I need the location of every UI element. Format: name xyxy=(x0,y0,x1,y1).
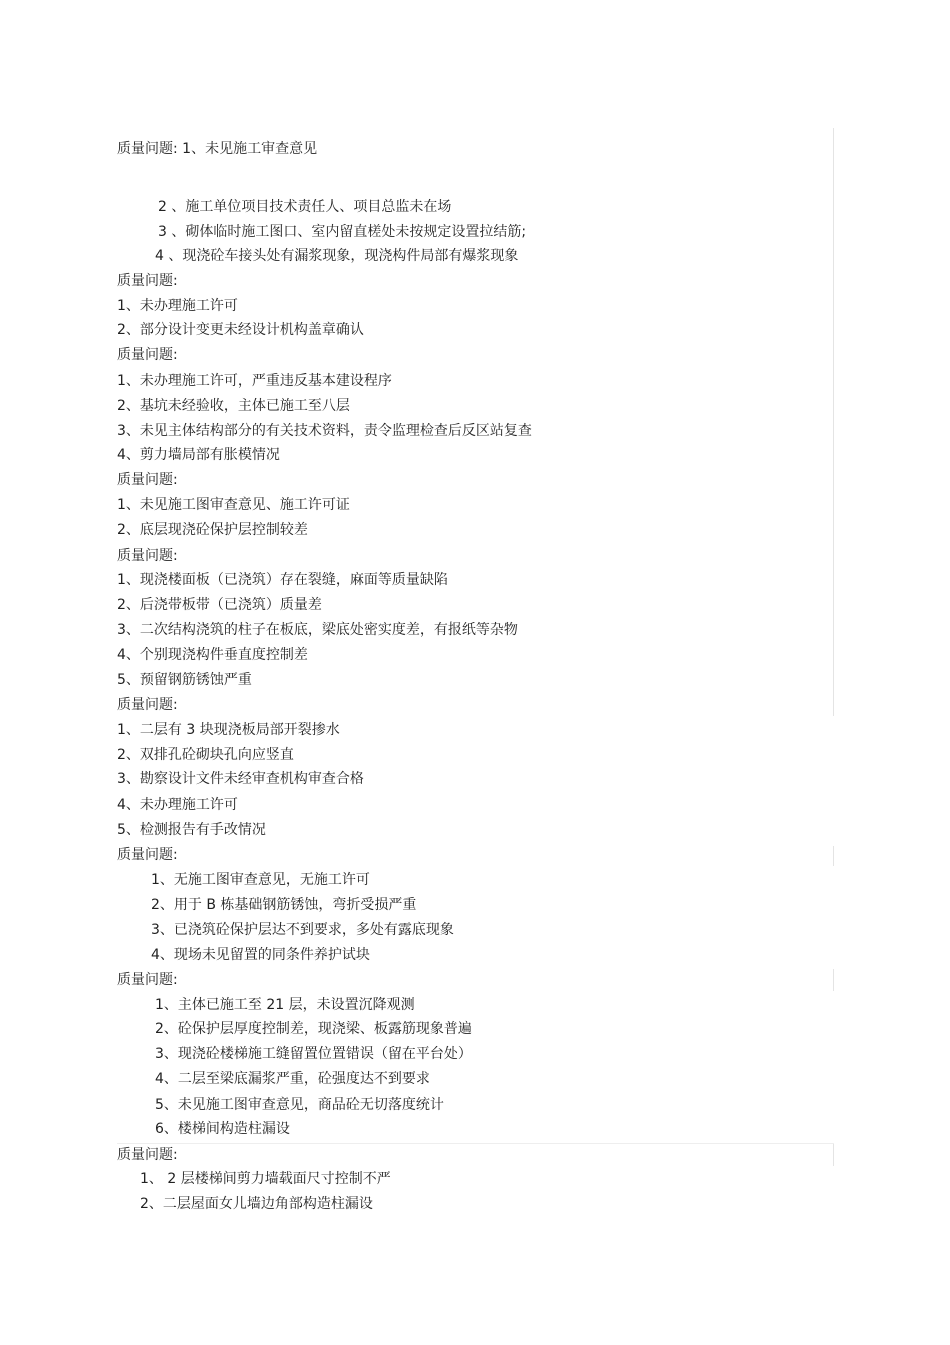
list-item: 2、双排孔砼砌块孔向应竖直 xyxy=(117,747,294,763)
section-heading: 质量问题: xyxy=(117,548,178,564)
section-heading: 质量问题: xyxy=(117,273,178,289)
section-heading: 质量问题: xyxy=(117,972,178,988)
list-item: 1、未见施工图审查意见、施工许可证 xyxy=(117,497,350,513)
section-heading: 质量问题: xyxy=(117,847,178,863)
list-item: 1、二层有 3 块现浇板局部开裂掺水 xyxy=(117,722,340,738)
list-item: 4、剪力墙局部有胀模情况 xyxy=(117,447,280,463)
list-item: 2、基坑未经验收，主体已施工至八层 xyxy=(117,398,350,414)
list-item: 1、主体已施工至 21 层，未设置沉降观测 xyxy=(155,997,415,1013)
page-border-right-4 xyxy=(833,1144,834,1166)
list-item: 4 、现浇砼车接头处有漏浆现象，现浇构件局部有爆浆现象 xyxy=(155,248,519,264)
list-item: 3、二次结构浇筑的柱子在板底，梁底处密实度差，有报纸等杂物 xyxy=(117,622,518,638)
list-item: 4、现场未见留置的同条件养护试块 xyxy=(151,947,370,963)
list-item: 4、二层至梁底漏浆严重，砼强度达不到要求 xyxy=(155,1071,430,1087)
page-border-right xyxy=(833,128,834,716)
list-item: 3、现浇砼楼梯施工缝留置位置错误（留在平台处） xyxy=(155,1046,472,1062)
list-item: 5、检测报告有手改情况 xyxy=(117,822,266,838)
section-heading: 质量问题: xyxy=(117,472,178,488)
list-item: 1、未办理施工许可 xyxy=(117,298,238,314)
section-heading: 质量问题: xyxy=(117,1147,178,1163)
list-item: 5、未见施工图审查意见，商品砼无切落度统计 xyxy=(155,1097,444,1113)
list-item: 2、砼保护层厚度控制差，现浇梁、板露筋现象普遍 xyxy=(155,1021,472,1037)
page-border-right-2 xyxy=(833,846,834,866)
list-item: 2、底层现浇砼保护层控制较差 xyxy=(117,522,308,538)
list-item: 2、用于 B 栋基础钢筋锈蚀，弯折受损严重 xyxy=(151,897,417,913)
list-item: 4、未办理施工许可 xyxy=(117,797,238,813)
section-heading: 质量问题: xyxy=(117,347,178,363)
list-item: 1、 2 层楼梯间剪力墙载面尺寸控制不严 xyxy=(140,1171,391,1187)
list-item: 3、已浇筑砼保护层达不到要求，多处有露底现象 xyxy=(151,922,454,938)
list-item: 4、个别现浇构件垂直度控制差 xyxy=(117,647,308,663)
list-item: 1、现浇楼面板（已浇筑）存在裂缝，麻面等质量缺陷 xyxy=(117,572,448,588)
list-item: 3、勘察设计文件未经审查机构审查合格 xyxy=(117,771,364,787)
list-item: 3、未见主体结构部分的有关技术资料，责令监理检查后反区站复查 xyxy=(117,423,532,439)
page-divider xyxy=(117,1143,834,1144)
list-item: 6、楼梯间构造柱漏设 xyxy=(155,1121,290,1137)
list-item: 5、预留钢筋锈蚀严重 xyxy=(117,672,252,688)
list-item: 2、后浇带板带（已浇筑）质量差 xyxy=(117,597,322,613)
list-item: 2、部分设计变更未经设计机构盖章确认 xyxy=(117,322,364,338)
list-item: 3 、砌体临时施工图口、室内留直槎处未按规定设置拉结筋; xyxy=(158,224,527,240)
list-item: 2、二层屋面女儿墙边角部构造柱漏设 xyxy=(140,1196,373,1212)
section-heading: 质量问题: xyxy=(117,697,178,713)
list-item: 1、无施工图审查意见，无施工许可 xyxy=(151,872,370,888)
section-heading: 质量问题: 1、未见施工审查意见 xyxy=(117,141,318,157)
page-border-right-3 xyxy=(833,969,834,991)
list-item: 1、未办理施工许可，严重违反基本建设程序 xyxy=(117,373,392,389)
list-item: 2 、施工单位项目技术责任人、项目总监未在场 xyxy=(158,199,452,215)
